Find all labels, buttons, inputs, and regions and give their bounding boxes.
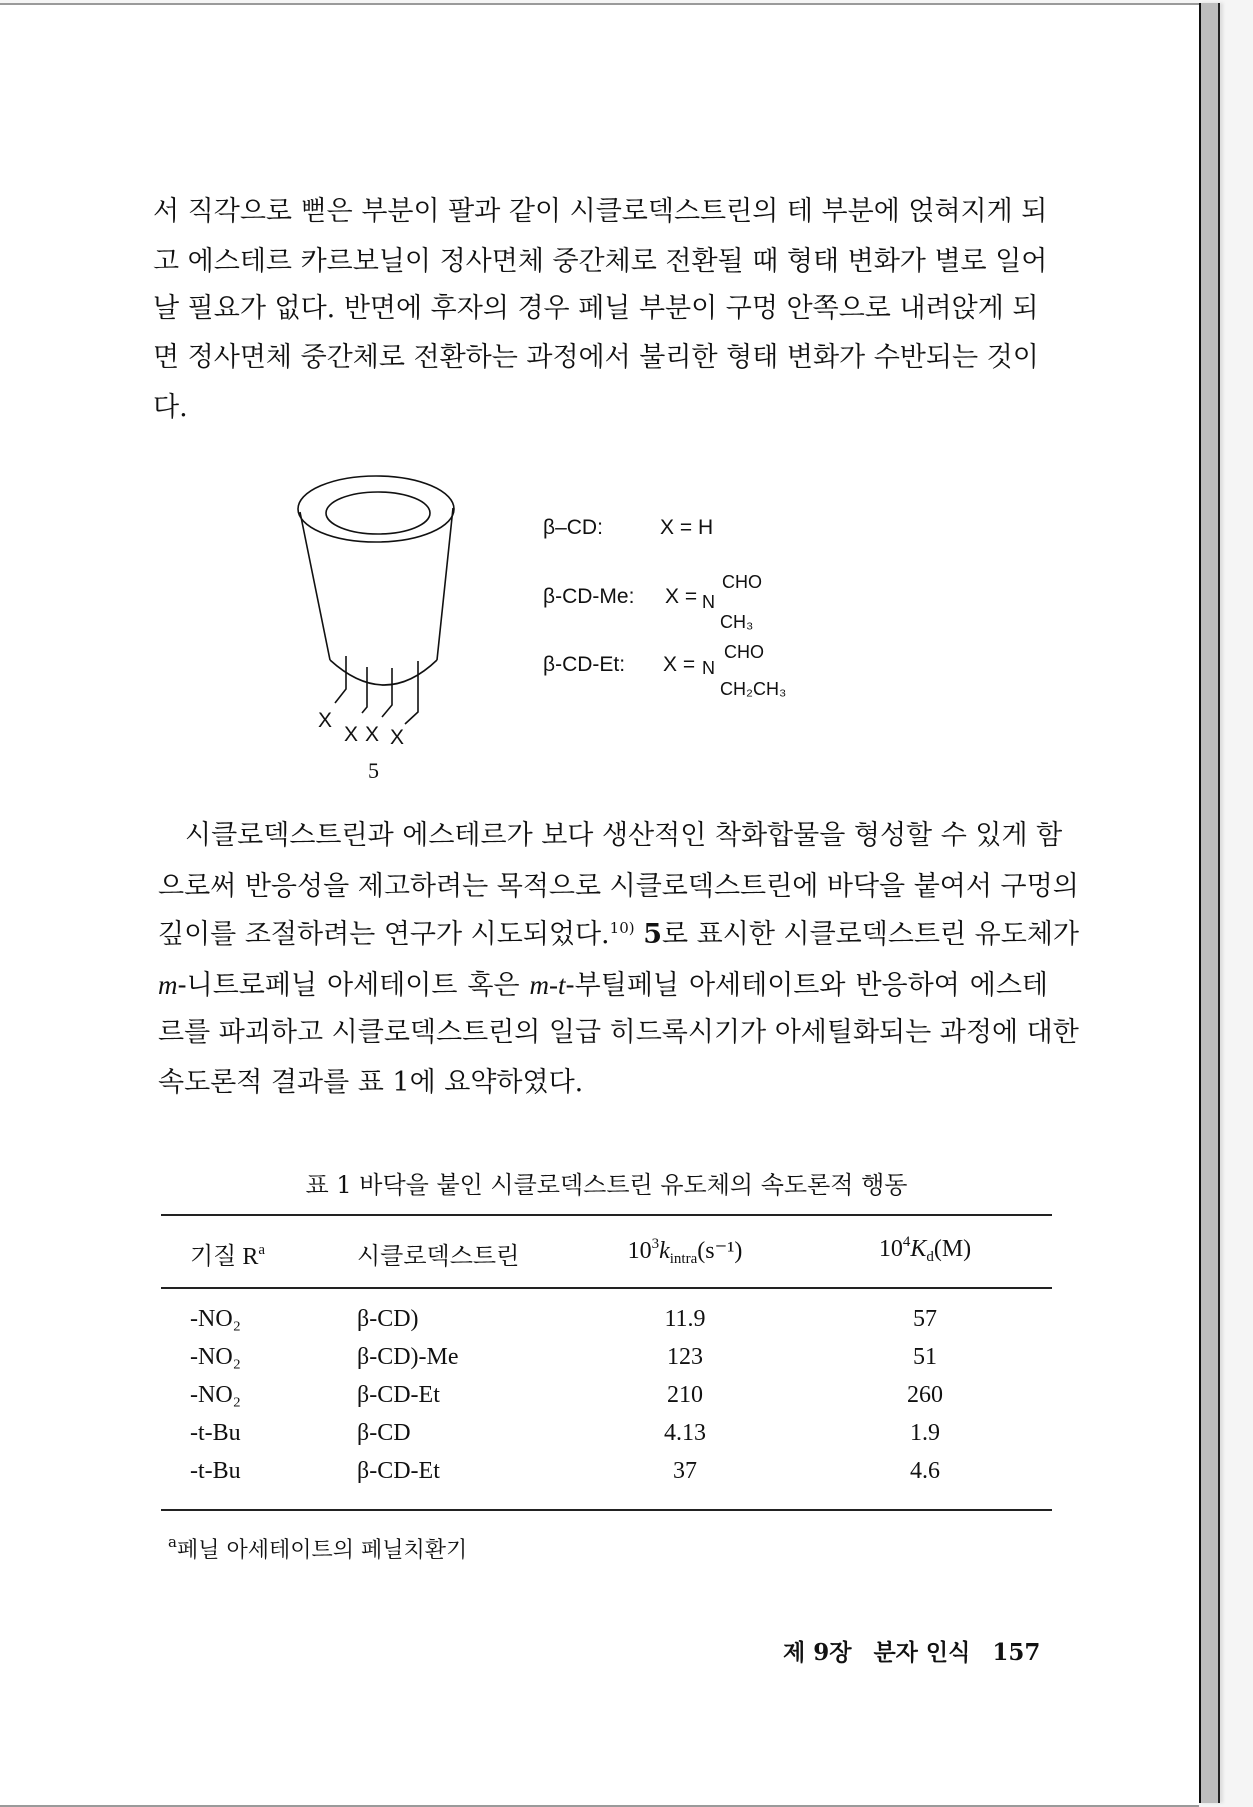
kd-cell: 4.6: [910, 1458, 940, 1484]
kd-cell: 260: [907, 1382, 943, 1408]
alkyl-group: CH₂CH₃: [720, 679, 787, 699]
cyclodextrin-cell: β-CD-Et: [357, 1458, 440, 1484]
page-footer: [783, 1634, 1062, 1667]
header-k-intra: [610, 1236, 760, 1265]
table-rule-header: [161, 1287, 1052, 1289]
substrate-cell: -t-Bu: [190, 1420, 241, 1446]
footnote-marker: a: [168, 1533, 177, 1551]
footnote-marker: a: [258, 1242, 266, 1258]
table-rule-bottom: [161, 1509, 1052, 1511]
paragraph-1-line: 다.: [153, 392, 188, 423]
text: (M): [933, 1236, 972, 1262]
text: 깊이를 조절하려는 연구가 시도되었다.: [158, 919, 610, 950]
paragraph-2-line: 시클로덱스트린과 에스테르가 보다 생산적인 착화합물을 형성할 수 있게 함: [185, 820, 1063, 851]
cyclodextrin-figure: [280, 460, 900, 790]
paragraph-2-line: 르를 파괴하고 시클로덱스트린의 일급 히드록시기가 아세틸화되는 과정에 대한: [158, 1017, 1079, 1048]
paragraph-1-line: 면 정사면체 중간체로 전환하는 과정에서 불리한 형태 변화가 수반되는 것이: [153, 342, 1039, 373]
text: d: [926, 1249, 934, 1265]
cyclodextrin-cell: β-CD)-Me: [357, 1344, 459, 1370]
cyclodextrin-cell: β-CD-Et: [357, 1382, 440, 1408]
k-intra-cell: 37: [673, 1458, 697, 1484]
page-number: 157: [992, 1639, 1041, 1666]
cho-group: CHO: [722, 572, 762, 592]
kd-cell: 1.9: [910, 1420, 940, 1446]
substituent-x: X: [390, 726, 405, 749]
kd-cell: 57: [913, 1306, 937, 1332]
text: k: [659, 1238, 670, 1264]
alkyl-group: CH₃: [720, 612, 754, 632]
substrate-cell: -NO₂: [190, 1306, 242, 1332]
chapter-label: 제 9장: [783, 1639, 852, 1666]
reference-marker: 10): [609, 919, 635, 937]
text: 페닐 아세테이트의 페닐치환기: [176, 1538, 468, 1563]
text: 4: [902, 1234, 911, 1250]
paragraph-2-line: 으로써 반응성을 제고하려는 목적으로 시클로덱스트린에 바닥을 붙여서 구멍의: [158, 871, 1079, 902]
entry-formula: X =: [665, 585, 698, 608]
text: -부틸페닐 아세테이트와 반응하여 에스테: [565, 970, 1048, 1001]
table-rule-top: [161, 1214, 1052, 1216]
page-edge: [1199, 3, 1220, 1803]
entry-formula: X =: [663, 653, 696, 676]
substituent-x: X: [365, 723, 380, 746]
table-title: 표 1 바닥을 붙인 시클로덱스트린 유도체의 속도론적 행동: [305, 1171, 908, 1199]
paragraph-2-line: [158, 968, 1048, 1003]
k-intra-cell: 4.13: [664, 1420, 706, 1446]
entry-name: β-CD-Et:: [543, 653, 626, 676]
compound-ref: 5: [643, 919, 662, 950]
paragraph-2-line: [158, 918, 1079, 952]
chapter-title: 분자 인식: [873, 1639, 971, 1666]
text: -니트로페닐 아세테이트 혹은: [177, 970, 530, 1001]
table-footnote: [168, 1533, 467, 1564]
cho-group: CHO: [724, 642, 764, 662]
k-intra-cell: 123: [667, 1344, 703, 1370]
paragraph-1-line: 서 직각으로 뻗은 부분이 팔과 같이 시클로덱스트린의 테 부분에 얹혀지게 되: [153, 196, 1048, 227]
cyclodextrin-cell: β-CD): [357, 1306, 419, 1332]
paragraph-2-line: 속도론적 결과를 표 1에 요약하였다.: [158, 1067, 584, 1098]
text: 기질 R: [190, 1244, 259, 1270]
entry-formula: X = H: [660, 516, 714, 539]
paragraph-1-line: 고 에스테르 카르보닐이 정사면체 중간체로 전환될 때 형태 변화가 별로 일어: [153, 246, 1048, 277]
text: 10: [878, 1236, 903, 1262]
italic-text: m-t: [529, 970, 566, 1000]
italic-text: m: [158, 970, 178, 1000]
text: 로 표시한 시클로덱스트린 유도체가: [662, 919, 1079, 950]
header-kd: [860, 1236, 990, 1263]
entry-name: β-CD-Me:: [543, 585, 635, 608]
substituent-x: X: [344, 723, 359, 746]
k-intra-cell: 11.9: [664, 1306, 706, 1332]
paragraph-1-line: 날 필요가 없다. 반면에 후자의 경우 페닐 부분이 구멍 안쪽으로 내려앉게 되: [153, 293, 1039, 324]
nitrogen-label: N: [702, 658, 715, 678]
substituent-x: X: [318, 709, 333, 732]
cyclodextrin-cell: β-CD: [357, 1420, 411, 1446]
header-cyclodextrin: 시클로덱스트린: [357, 1244, 520, 1270]
text: (s⁻¹): [697, 1238, 743, 1264]
text: 3: [651, 1236, 660, 1252]
substrate-cell: -t-Bu: [190, 1458, 241, 1484]
substrate-cell: -NO₂: [190, 1344, 242, 1370]
kd-cell: 51: [913, 1344, 937, 1370]
k-intra-cell: 210: [667, 1382, 703, 1408]
cyclodextrin-cone: [298, 476, 454, 724]
substrate-cell: -NO₂: [190, 1382, 242, 1408]
text: intra: [669, 1251, 698, 1267]
nitrogen-label: N: [702, 592, 715, 612]
entry-name: β–CD:: [543, 516, 603, 539]
text: K: [910, 1236, 927, 1262]
text: 10: [627, 1238, 652, 1264]
compound-number: 5: [368, 758, 379, 783]
header-substrate: [190, 1236, 265, 1271]
